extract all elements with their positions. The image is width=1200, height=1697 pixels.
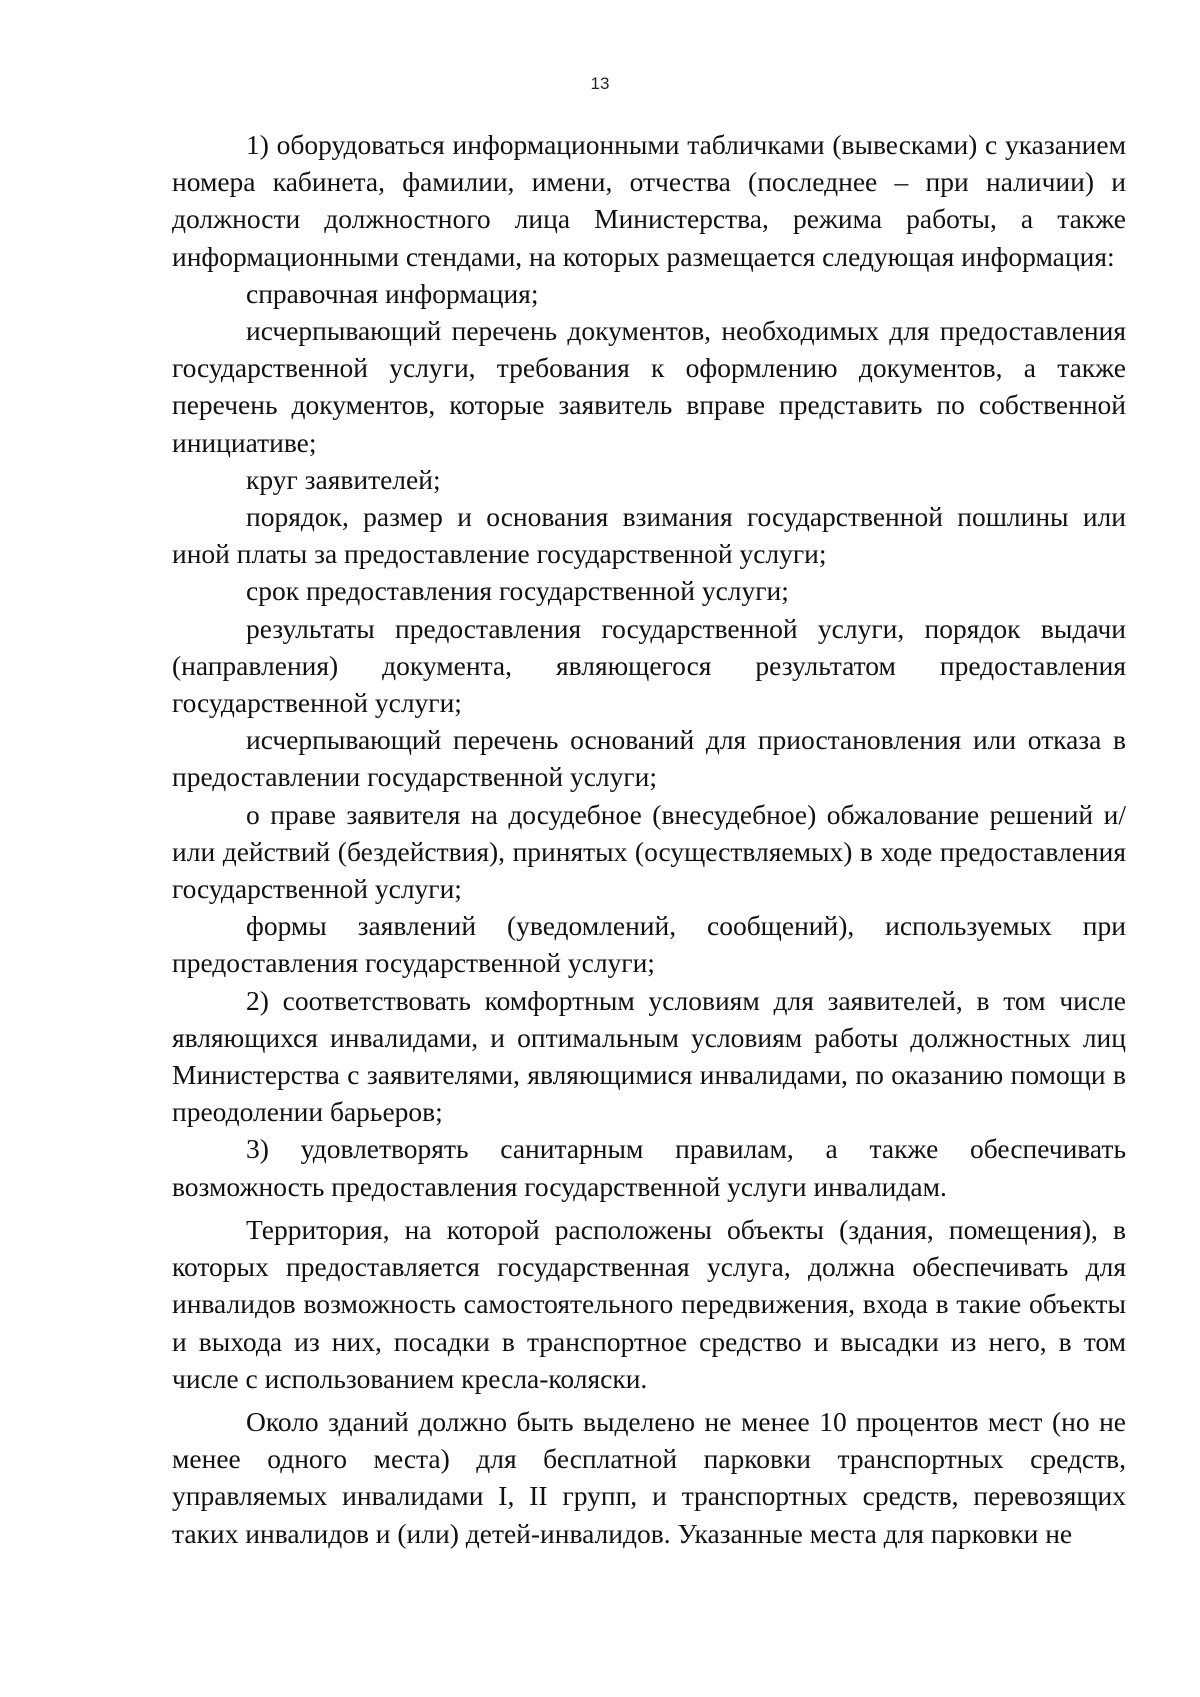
- paragraph-territory: Территория, на которой расположены объекты (здания, помещения), в которых предоставляется государственная услуга, должна обеспечивать для инвалидов возможность самостоятельного передвижения, входа в такие объекты и выхода из них, посадки в транспортное средство и высадки из него, в том числе с использованием кресла-коляски.: [172, 1213, 1126, 1394]
- paragraph-reference-info: справочная информация;: [246, 277, 539, 309]
- paragraph-service-results: результаты предоставления государственной услуги, порядок выдачи (направления) документа, являющегося результатом предоставления государственной услуги;: [172, 612, 1126, 719]
- paragraph-sanitary-rules: 3) удовлетворять санитарным правилам, а также обеспечивать возможность предоставления государственной услуги инвалидам.: [172, 1133, 1126, 1202]
- paragraph-application-forms: формы заявлений (уведомлений, сообщений), используемых при предоставления государственной услуги;: [172, 910, 1126, 979]
- paragraph-comfort-conditions: 2) соответствовать комфортным условиям для заявителей, в том числе являющихся инвалидами, и оптимальным условиям работы должностных лиц Министерства с заявителями, являющимися инвалидами, по оказанию помощи в преодолении барьеров;: [172, 984, 1126, 1128]
- paragraph-fee-procedure: порядок, размер и основания взимания государственной пошлины или иной платы за предоставление государственной услуги;: [172, 501, 1126, 570]
- paragraph-applicants: круг заявителей;: [246, 463, 441, 495]
- paragraph-appeal-right: о праве заявителя на досудебное (внесудебное) обжалование решений и/или действий (бездействия), принятых (осуществляемых) в ходе предоставления государственной услуги;: [172, 798, 1126, 905]
- page-number: 13: [590, 74, 610, 93]
- paragraph-parking: Около зданий должно быть выделено не менее 10 процентов мест (но не менее одного места) для бесплатной парковки транспортных средств, управляемых инвалидами I, II групп, и транспортных средств, перевозящих таких инвалидов и (или) детей-инвалидов. Указанные места для парковки не: [172, 1405, 1126, 1549]
- paragraph-documents-list: исчерпывающий перечень документов, необходимых для предоставления государственной услуги, требования к оформлению документов, а также перечень документов, которые заявитель вправе представить по собственной инициативе;: [172, 315, 1126, 458]
- document-body: [172, 126, 1126, 1552]
- paragraph-signage-requirement: 1) оборудоваться информационными табличками (вывесками) с указанием номера кабинета, фамилии, имени, отчества (последнее – при наличии) и должности должностного лица Министерства, режима работы, а также информационными стендами, на которых размещается следующая информация:: [172, 129, 1126, 272]
- paragraph-service-term: срок предоставления государственной услуги;: [246, 575, 789, 607]
- paragraph-refusal-grounds: исчерпывающий перечень оснований для приостановления или отказа в предоставлении государственной услуги;: [172, 724, 1126, 793]
